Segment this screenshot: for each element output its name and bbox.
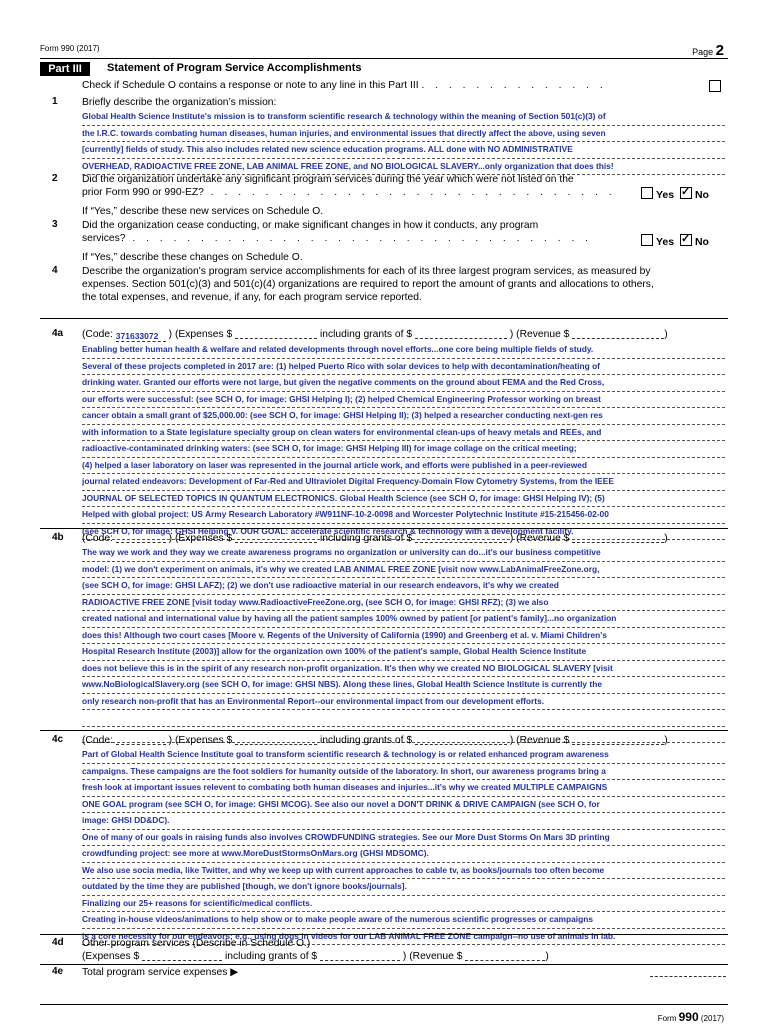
- q3-no-checkbox[interactable]: [680, 234, 692, 246]
- q4c-description[interactable]: Part of Global Health Science Institute goal to transform scientific research & technology is or related enhanced program awareness campaigns. These campaigns are the foot soldiers for humanity outside of the laboratory. In short, our awareness programs bring a fresh look at important issues relevent to combating both human diseases and injuries...it's why we created MULTIPLE CAMPAIGNS ONE GOAL program (see SCH O, for image: GHSI MCOG). See also our novel a DON'T DRINK & DRIVE CAMPAIGN (see SCH O, for image: GHSI DD&DC). One of many of our goals in raising funds also involves CROWDFUNDING strategies. See our More Dust Storms On Mars 3D printing crowdfunding project: see more at www.MoreDustStormsOnMars.org (GHSI MDSOMC). We also use socia media, like Twitter, and why we keep up with current approaches to cable tv, as books/journals too often become outdated by the time they are published [though, we don't ignore books/journals]. Finalizing our 25+ reasons for scientific/medical conflicts. Creating in-house videos/animations to help show or to make people aware of the numerous scientific progresses or campaigns is a core necessity for our endeavors; e.g., using dogs in videos for our LAB ANIMAL FREE ZONE campaign--no use of animals in lab.: [82, 747, 725, 945]
- q1-number: 1: [52, 96, 58, 107]
- q4e-rule: [40, 964, 728, 965]
- footer-form-label: Form 990 (2017): [657, 1010, 724, 1024]
- q4e-total[interactable]: [650, 976, 726, 977]
- q4c-revenue[interactable]: [572, 734, 664, 745]
- q2-yes-checkbox[interactable]: [641, 187, 653, 199]
- q4d-expenses[interactable]: [142, 950, 222, 961]
- q2-followup: If “Yes,” describe these new services on Schedule O.: [82, 206, 324, 217]
- q4a-grants[interactable]: [415, 328, 507, 339]
- header-rule: [40, 58, 728, 59]
- page-number: Page 2: [692, 42, 724, 59]
- q4e-text: Total program service expenses ▶: [82, 967, 239, 978]
- q3-yes-checkbox[interactable]: [641, 234, 653, 246]
- q4a-expenses[interactable]: [235, 328, 317, 339]
- q4a-number: 4a: [52, 328, 64, 339]
- part-title: Statement of Program Service Accomplishments: [107, 62, 362, 74]
- q4b-amounts-row: (Code: ) (Expenses $ including grants of $ ) (Revenue $ ): [82, 533, 668, 544]
- q4b-rule: [40, 528, 728, 529]
- part-label: Part III: [40, 62, 90, 76]
- arrow-right-icon: ▶: [230, 967, 239, 978]
- q2-no-checkbox[interactable]: [680, 187, 692, 199]
- q2-number: 2: [52, 173, 58, 184]
- q4c-grants[interactable]: [415, 734, 507, 745]
- q1-text: Briefly describe the organization’s mission:: [82, 97, 277, 108]
- q4d-rule: [40, 934, 728, 935]
- q3-number: 3: [52, 219, 58, 230]
- footer-rule: [40, 1004, 728, 1005]
- q4c-code[interactable]: [116, 734, 166, 745]
- q4-number: 4: [52, 265, 58, 276]
- q4b-number: 4b: [52, 532, 64, 543]
- q1-mission-text[interactable]: Global Health Science Institute's mission is to transform scientific research & technology within the meaning of Section 501(c)(3) of the I.R.C. towards combating human diseases, human injuries, and environmental issues that directly affect the above, using seven [currently] fields of study. This also includes related new science education programs. ALL done with NO ADMINISTRATIVE OVERHEAD, RADIOACTIVE FREE ZONE, LAB ANIMAL FREE ZONE, and NO BIOLOGICAL SLAVERY...only organization that does this!: [82, 109, 725, 175]
- q4e-number: 4e: [52, 966, 64, 977]
- q4c-expenses[interactable]: [235, 734, 317, 745]
- q4c-amounts-row: (Code: ) (Expenses $ including grants of $ ) (Revenue $ ): [82, 735, 668, 746]
- q4a-revenue[interactable]: [572, 328, 664, 339]
- q3-text: Did the organization cease conducting, or make significant changes in how it conducts, any program services? . . . . . . . . . . . . . . . . . . . . . . . . . . . . . . . . . .: [82, 220, 593, 244]
- q4b-expenses[interactable]: [235, 532, 317, 543]
- q4c-number: 4c: [52, 734, 64, 745]
- q4b-revenue[interactable]: [572, 532, 664, 543]
- q4d-text: Other program services (Describe in Schedule O.): [82, 938, 311, 949]
- q4c-rule: [40, 730, 728, 731]
- q4d-amounts-row: (Expenses $ including grants of $ ) (Revenue $ ): [82, 951, 549, 962]
- q4b-grants[interactable]: [415, 532, 507, 543]
- q4b-code[interactable]: [116, 532, 166, 543]
- q4-rule: [40, 318, 728, 319]
- schedule-o-check-row: Check if Schedule O contains a response or note to any line in this Part III . . . . . . . . . . . . . .: [82, 80, 607, 91]
- q4b-description[interactable]: The way we work and they way we create awareness programs no organization or university can do...it's our business competitive model: (1) we don't experiment on animals, it's why we created LAB ANIMAL FREE ZONE [visit now www.LabAnimalFreeZone.org, (see SCH O, for image: GHSI LAFZ); (2) we don't use radioactive material in our research endeavors, it's why we created RADIOACTIVE FREE ZONE [visit today www.RadioactiveFreeZone.org, (see SCH O, for image: GHSI RFZ); (3) we also created national and international value by having all the patient samples 100% owned by patient [or patient's family]...no organization does this! Although two court cases [Moore v. Regents of the University of California (1990) and Greenberg et al. v. Miami Children's Hospital Research Institute (2003)] allow for the organization own 100% of the patient's sample, Global Health Science Institute does not believe this is in the spirit of any research non-profit organization. It's then why we created NO BIOLOGICAL SLAVERY [visit www.NoBiologicalSlavery.org (see SCH O, for image: GHSI NBS). Along these lines, Global Health Science Institute is currently the only research non-profit that has an Environmental Report--our environmental impact from our development efforts.: [82, 545, 725, 743]
- q4d-number: 4d: [52, 937, 64, 948]
- schedule-o-checkbox[interactable]: [709, 80, 721, 92]
- q3-followup: If “Yes,” describe these changes on Schedule O.: [82, 252, 303, 263]
- q4a-code[interactable]: 371633072: [115, 331, 159, 341]
- q3-yes-no: Yes ✓ No: [641, 234, 709, 248]
- q2-text: Did the organization undertake any significant program services during the year which were not listed on the prior Form 990 or 990-EZ? . . . . . . . . . . . . . . . . . . . . . . . . . . . . . .: [82, 174, 616, 198]
- q4a-amounts-row: (Code: 371633072 ) (Expenses $ including grants of $ ) (Revenue $ ): [82, 329, 668, 341]
- q4-text: Describe the organization's program service accomplishments for each of its three largest program services, as measured by expenses. Section 501(c)(3) and 501(c)(4) organizations are required to report the amount of grants and allocations to others, the total expenses, and revenue, if any, for each program service reported.: [82, 266, 654, 303]
- q4d-grants[interactable]: [320, 950, 400, 961]
- q4d-revenue[interactable]: [465, 950, 545, 961]
- q2-yes-no: Yes ✓ No: [641, 187, 709, 201]
- form-label: Form 990 (2017): [40, 44, 100, 53]
- q4a-description[interactable]: Enabling better human health & welfare and related developments through novel efforts...one core being multiple fields of study. Several of these projects completed in 2017 are: (1) helped Puerto Rico with solar devices to help with decontamination/heating of drinking water. Granted our efforts were not large, but given the negative comments on the ground about FEMA and the Red Cross, our efforts were successful: (see SCH O, for image: GHSI Helping I); (2) helped Chemical Engineering Professor working on breast cancer obtain a small grant of $25,000.00: (see SCH O, for image: GHSI Helping II); (3) helped a researcher conducting next-gen res with information to a State legislature specialty group on clean waters for environmental clean-ups of heavy metals and REEs, and radioactive-contaminated drinking waters: (see SCH O, for image: GHSI Helping III) for image collage on the critical meeting; (4) helped a laser laboratory on laser was represented in the journal article work, and efforts were published in a peer-reviewed journal related endeavors: Development of Far-Red and Ultraviolet Digital Frequency-Domain Flow Cytometry Systems, from the IEEE JOURNAL OF SELECTED TOPICS IN QUANTUM ELECTRONICS. Global Health Science (see SCH O, for image: GHSI Helping IV); (5) Helped with global project: US Army Research Laboratory #W911NF-10-2-0098 and Worcester Polytechnic Institute #15-215456-02-00 (see SCH O, for image: GHSI Helping V. OUR GOAL: accelerate scientific research & technology with a development facility.: [82, 342, 725, 540]
